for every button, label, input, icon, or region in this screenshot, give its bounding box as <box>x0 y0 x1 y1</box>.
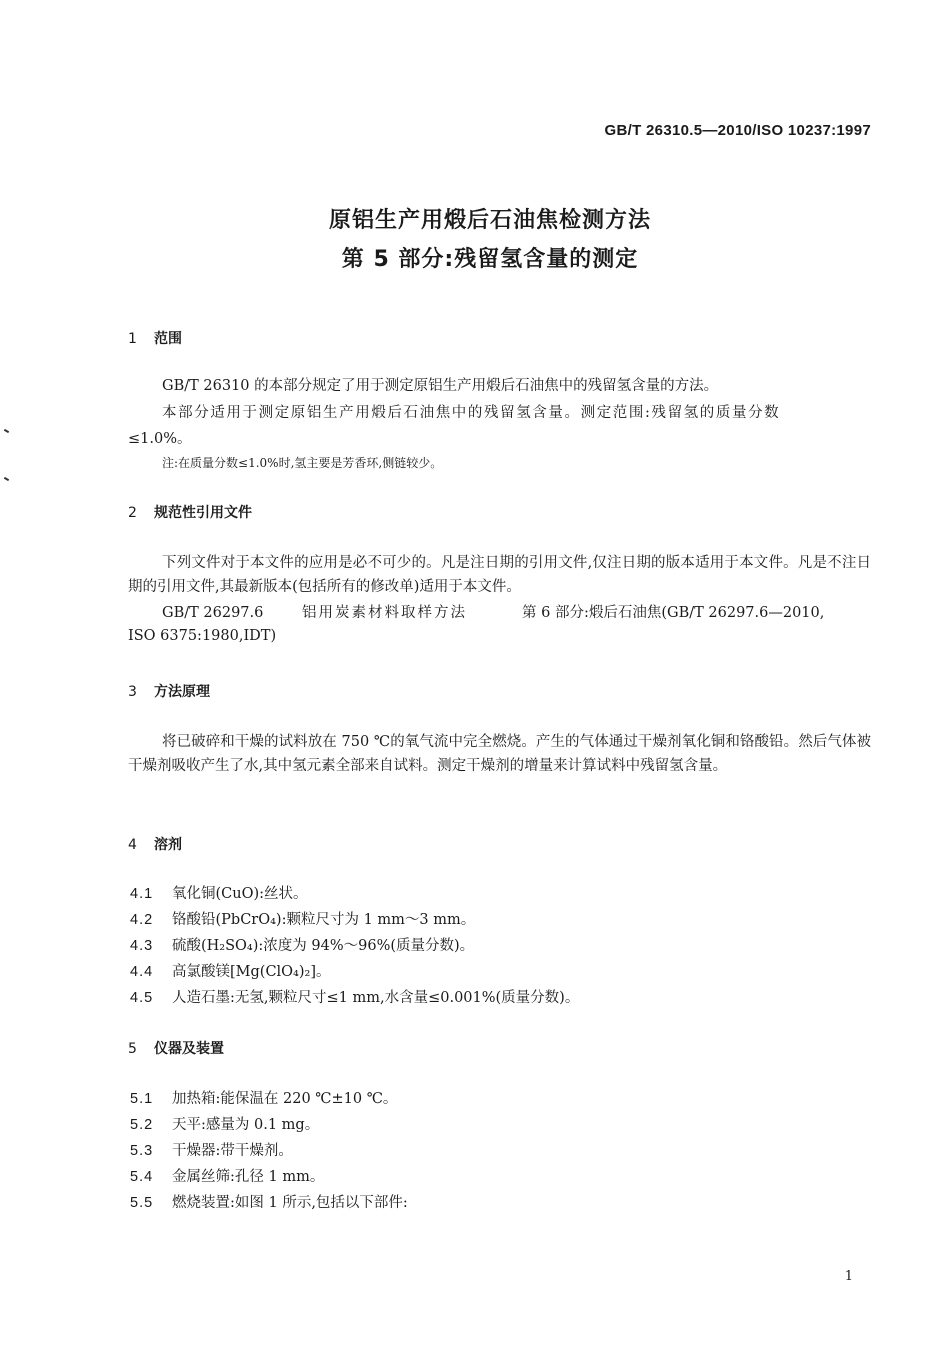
section-heading-principle <box>128 681 210 701</box>
reference-entry-continued: ISO 6375:1980,IDT) <box>128 628 277 644</box>
list-item <box>130 934 474 955</box>
item-text: 金属丝筛:孔径 1 mm。 <box>172 1169 325 1185</box>
scope-paragraph-2-line1: 本部分适用于测定原铝生产用煅后石油焦中的残留氢含量。测定范围:残留氢的质量分数 <box>162 405 781 421</box>
list-item <box>130 908 475 929</box>
item-number: 5.4 <box>130 1169 154 1185</box>
section-heading-reagents <box>128 834 182 854</box>
list-item <box>130 1191 408 1212</box>
item-number: 5.2 <box>130 1117 154 1133</box>
item-number: 4.4 <box>130 964 154 980</box>
section-heading-normative-references <box>128 502 252 522</box>
standard-code: GB/T 26310.5—2010/ISO 10237:1997 <box>604 122 871 139</box>
reference-part: 第 6 部分:煅后石油焦(GB/T 26297.6—2010, <box>522 605 825 621</box>
scope-paragraph-1: GB/T 26310 的本部分规定了用于测定原铝生产用煅后石油焦中的残留氢含量的方法。 <box>162 378 719 394</box>
item-text: 天平:感量为 0.1 mg。 <box>172 1117 320 1133</box>
item-text: 干燥器:带干燥剂。 <box>172 1143 293 1159</box>
section-title: 方法原理 <box>154 684 210 700</box>
document-title-line1: 原铝生产用煅后石油焦检测方法 <box>328 208 651 233</box>
list-item <box>130 882 308 903</box>
item-number: 4.3 <box>130 938 154 954</box>
section-number: 5 <box>128 1041 137 1057</box>
section-number: 3 <box>128 684 137 700</box>
scope-paragraph-2-line2: ≤1.0%。 <box>128 431 192 447</box>
reference-title: 铝用炭素材料取样方法 <box>302 605 467 621</box>
section-number: 2 <box>128 505 137 521</box>
list-item <box>130 1165 324 1186</box>
item-text: 铬酸铅(PbCrO₄):颗粒尺寸为 1 mm～3 mm。 <box>172 912 476 928</box>
scan-mark <box>4 429 9 433</box>
item-text: 高氯酸镁[Mg(ClO₄)₂]。 <box>172 964 331 980</box>
list-item <box>130 1139 293 1160</box>
scan-mark <box>4 477 9 481</box>
item-number: 5.3 <box>130 1143 154 1159</box>
list-item <box>130 986 579 1007</box>
list-item <box>130 1113 319 1134</box>
page-number: 1 <box>844 1269 853 1284</box>
principle-paragraph: 将已破碎和干燥的试料放在 750 ℃的氧气流中完全燃烧。产生的气体通过干燥剂氧化铜和铬酸铅。然后气体被干燥剂吸收产生了水,其中氢元素全部来自试料。测定干燥剂的增量来计算试料中残留氢含量。 <box>128 734 871 774</box>
document-title-line2: 第 5 部分:残留氢含量的测定 <box>341 247 639 272</box>
section-heading-apparatus <box>128 1038 224 1058</box>
item-text: 氧化铜(CuO):丝状。 <box>172 886 308 902</box>
scope-note: 注:在质量分数≤1.0%时,氢主要是芳香环,侧链较少。 <box>162 456 443 470</box>
item-text: 硫酸(H₂SO₄):浓度为 94%～96%(质量分数)。 <box>172 938 475 954</box>
section-title: 范围 <box>154 331 182 347</box>
item-number: 4.1 <box>130 886 154 902</box>
item-text: 加热箱:能保温在 220 ℃±10 ℃。 <box>172 1091 398 1107</box>
item-number: 5.5 <box>130 1195 154 1211</box>
section-number: 4 <box>128 837 137 853</box>
references-paragraph: 下列文件对于本文件的应用是必不可少的。凡是注日期的引用文件,仅注日期的版本适用于本文件。凡是不注日期的引用文件,其最新版本(包括所有的修改单)适用于本文件。 <box>128 555 871 595</box>
item-text: 人造石墨:无氢,颗粒尺寸≤1 mm,水含量≤0.001%(质量分数)。 <box>172 990 580 1006</box>
section-title: 溶剂 <box>154 837 182 853</box>
reference-code: GB/T 26297.6 <box>162 605 264 621</box>
section-title: 仪器及装置 <box>154 1041 224 1057</box>
section-title: 规范性引用文件 <box>154 505 252 521</box>
item-number: 4.5 <box>130 990 154 1006</box>
section-number: 1 <box>128 331 137 347</box>
item-number: 5.1 <box>130 1091 154 1107</box>
list-item <box>130 960 331 981</box>
list-item <box>130 1087 397 1108</box>
section-heading-scope <box>128 328 182 348</box>
item-text: 燃烧装置:如图 1 所示,包括以下部件: <box>172 1195 408 1211</box>
item-number: 4.2 <box>130 912 154 928</box>
reference-entry <box>162 601 871 622</box>
